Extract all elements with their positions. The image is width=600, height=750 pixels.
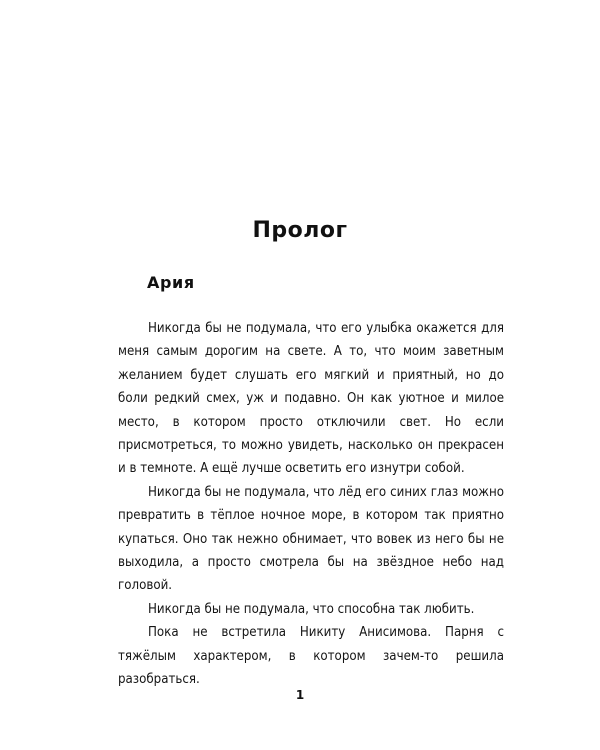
paragraph: Никогда бы не подумала, что способна так любить. <box>148 601 475 617</box>
chapter-title: Пролог <box>252 218 348 243</box>
paragraph: Никогда бы не подумала, что лёд его синих глаз можно превратить в тёплое ночное море, в котором так приятно купаться. Оно так нежно обнимает, что вовек из него бы не выходила, а просто смотрела бы на звёздное небо над головой. <box>118 484 504 594</box>
pov-heading: Ария <box>147 273 195 292</box>
page-number: 1 <box>295 688 305 702</box>
paragraph: Пока не встретила Никиту Анисимова. Парня с тяжёлым характером, в котором зачем-то решила разобраться. <box>118 625 504 688</box>
paragraph: Никогда бы не подумала, что его улыбка окажется для меня самым дорогим на свете. А то, что моим заветным желанием будет слушать его мягкий и приятный, но до боли редкий смех, уж и подавно. Он как уютное и милое место, в котором просто отключили свет. Но если присмотреться, то можно увидеть, насколько он прекрасен и в темноте. А ещё лучше осветить его изнутри собой. <box>118 321 504 477</box>
chapter-body <box>118 317 504 692</box>
